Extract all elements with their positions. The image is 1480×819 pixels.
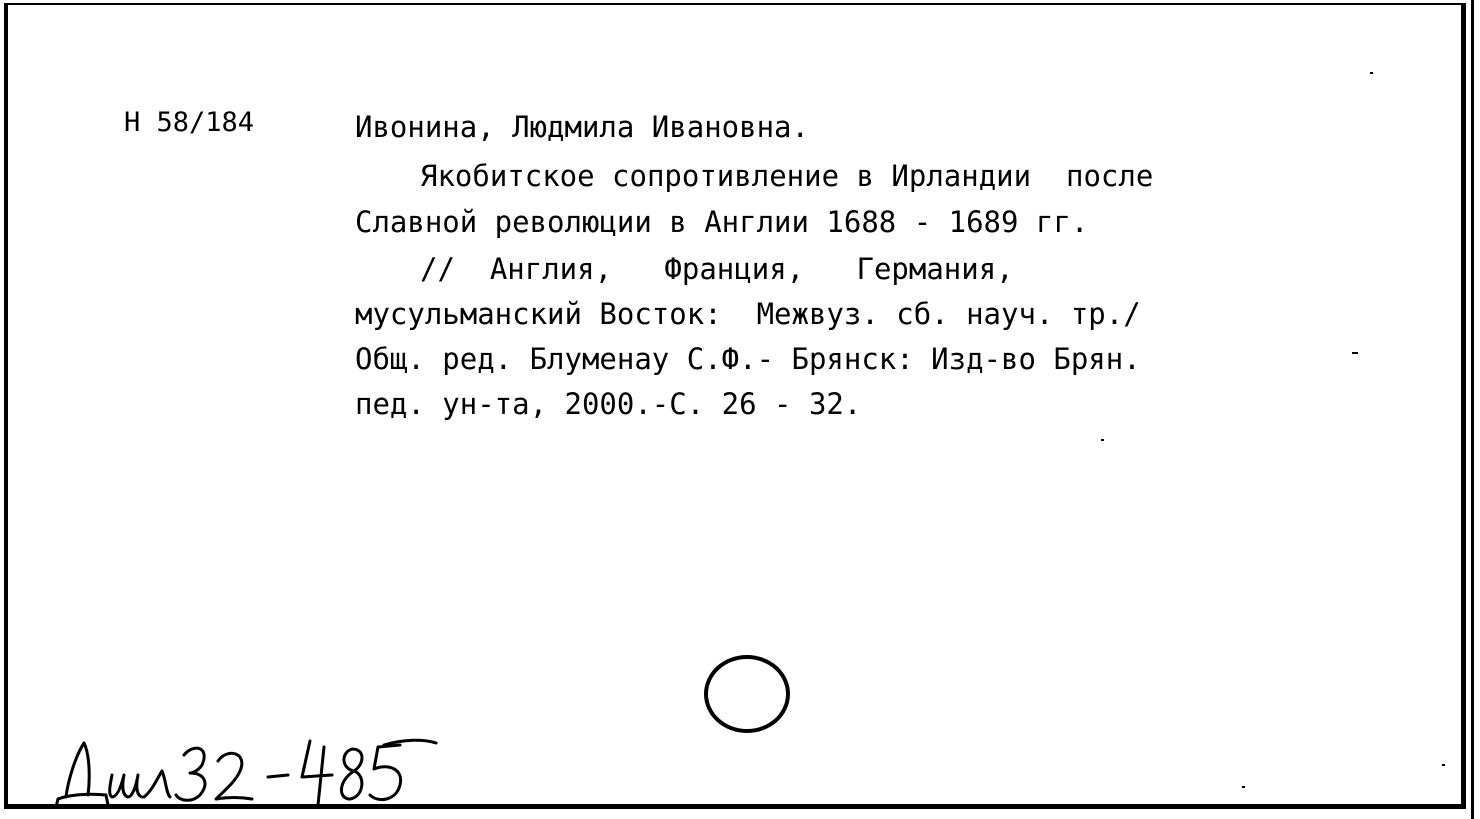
punch-hole xyxy=(704,655,790,733)
source-line-3: Общ. ред. Блуменау С.Ф.- Брянск: Изд-во Брян. xyxy=(355,342,1141,376)
speck xyxy=(1352,352,1358,354)
speck xyxy=(1242,786,1245,788)
source-line-4: пед. ун-та, 2000.-С. 26 - 32. xyxy=(355,387,862,421)
source-line-1: // Англия, Франция, Германия, xyxy=(420,252,1014,286)
author-line: Ивонина, Людмила Ивановна. xyxy=(355,110,809,144)
handwritten-number xyxy=(48,725,448,815)
speck xyxy=(1370,72,1373,74)
speck xyxy=(1101,439,1104,441)
source-line-2: мусульманский Восток: Межвуз. сб. науч. тр./ xyxy=(355,297,1141,331)
title-line-1: Якобитское сопротивление в Ирландии после xyxy=(420,159,1154,193)
card-edge xyxy=(1471,0,1474,819)
title-line-2: Славной революции в Англии 1688 - 1689 гг. xyxy=(355,205,1089,239)
speck xyxy=(1442,764,1445,766)
shelf-mark: Н 58/184 xyxy=(124,107,255,138)
